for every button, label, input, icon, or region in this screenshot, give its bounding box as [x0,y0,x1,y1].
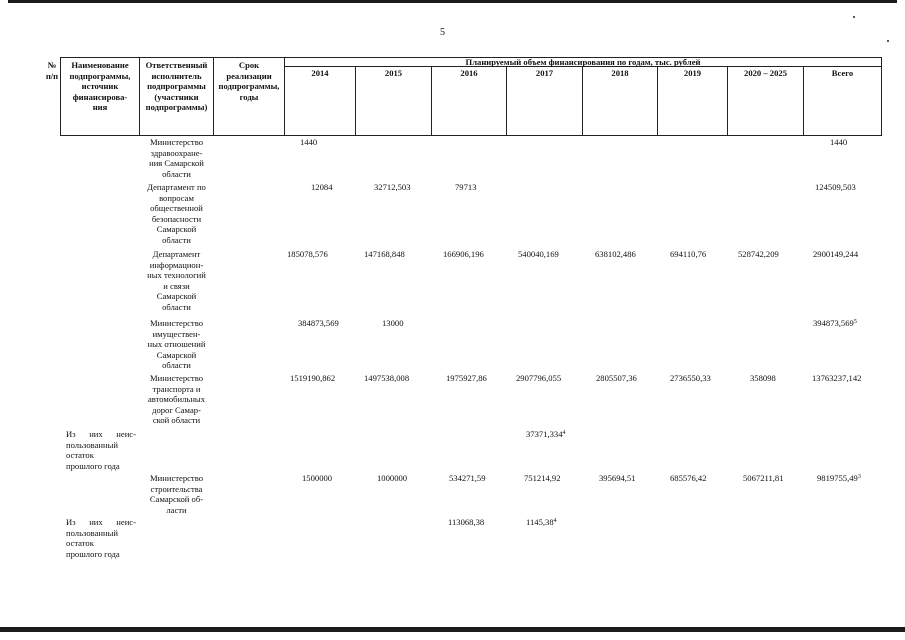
value-cell: 395694,51 [599,473,636,483]
value-cell: 1975927,86 [446,373,487,383]
scan-speck [887,40,889,42]
table-column-line [213,57,214,136]
header-subprogram: Наименование подпрограммы, источник финансирова- ния [69,60,131,112]
value-cell: 1519190,862 [290,373,336,383]
total-cell: 394873,569$^5$ [813,318,857,328]
value-cell: 534271,59 [449,473,486,483]
value-cell: 1497538,008 [364,373,410,383]
value-cell: 2805507,36 [596,373,637,383]
value-cell: 79713 [455,182,477,192]
total-header: Всего [831,68,854,78]
header-planned-volume: Планируемый объем финансирования по годам, тыс. рублей [465,57,701,67]
footnote-marker: 4 [553,518,557,524]
value-cell: 1440 [300,137,318,147]
total-cell: 2900149,244 [813,249,859,259]
value-cell: 113068,38 [448,517,485,527]
value-cell: 528742,209 [738,249,779,259]
value-cell: 1500000 [302,473,333,483]
value-cell: 1000000 [377,473,408,483]
total-cell: 124509,503 [815,182,856,192]
header-number: № п/п [45,60,59,81]
page-number: 5 [440,27,445,38]
header-executor: Ответственный исполнитель подпрограммы (участники подпрограммы) [145,60,208,112]
footnote-marker: 4 [562,430,566,436]
footnote-marker: 3 [857,474,861,480]
value-cell: 166906,196 [443,249,484,259]
executor-transport-ministry: Министерство транспорта и автомобильных дорог Самар- ской области [147,373,206,425]
value-cell: 540040,169 [518,249,559,259]
year-2020-2025-header: 2020 – 2025 [744,68,787,78]
executor-property-ministry: Министерство имуществен- ных отношений Самарской области [147,318,206,370]
value-cell: 638102,486 [595,249,636,259]
unused-balance-label: Из них неис- пользованный остаток прошлого года [66,429,136,471]
total-cell: 1440 [830,137,848,147]
bottom-rule [0,627,905,632]
value-cell: 751214,92 [524,473,561,483]
year-2017-header: 2017 [535,68,554,78]
value-cell: 5067211,81 [743,473,784,483]
value-cell: 694110,76 [670,249,707,259]
executor-public-security-department: Департамент по вопросам общественной безопасности Самарской области [147,182,206,245]
top-rule [8,0,897,3]
executor-health-ministry: Министерство здравоохране- ния Самарской области [149,137,204,179]
value-cell: 2907796,055 [516,373,562,383]
value-cell: 185078,576 [287,249,328,259]
total-cell: 9819755,49$^3$ [817,473,861,483]
value-cell: 384873,569 [298,318,339,328]
value-cell: 147168,848 [364,249,405,259]
value-cell: 358098 [750,373,776,383]
value-cell: 13000 [382,318,404,328]
executor-construction-ministry: Министерство строительства Самарской об- ласти [149,473,204,515]
executor-it-department: Департамент информацион- ных технологий и связи Самарской области [147,249,206,312]
footnote-marker: 5 [853,319,857,325]
year-2015-header: 2015 [384,68,403,78]
table-header-bottom-border [60,135,882,136]
year-2016-header: 2016 [460,68,478,78]
value-cell: 12084 [311,182,333,192]
year-2014-header: 2014 [311,68,329,78]
year-2019-header: 2019 [683,68,702,78]
table-column-line [139,57,140,136]
scan-speck [853,16,855,18]
value-cell: 1145,38$^4$ [526,517,557,527]
value-cell: 2736550,33 [670,373,711,383]
value-cell: 37371,334$^4$ [526,429,566,439]
value-cell: 32712,503 [374,182,411,192]
unused-balance-label: Из них неис- пользованный остаток прошлого года [66,517,136,559]
year-2018-header: 2018 [611,68,629,78]
table-column-line [881,57,882,136]
header-term: Срок реализации подпрограммы, годы [218,60,280,102]
value-cell: 685576,42 [670,473,707,483]
total-cell: 13763237,142 [812,373,862,383]
